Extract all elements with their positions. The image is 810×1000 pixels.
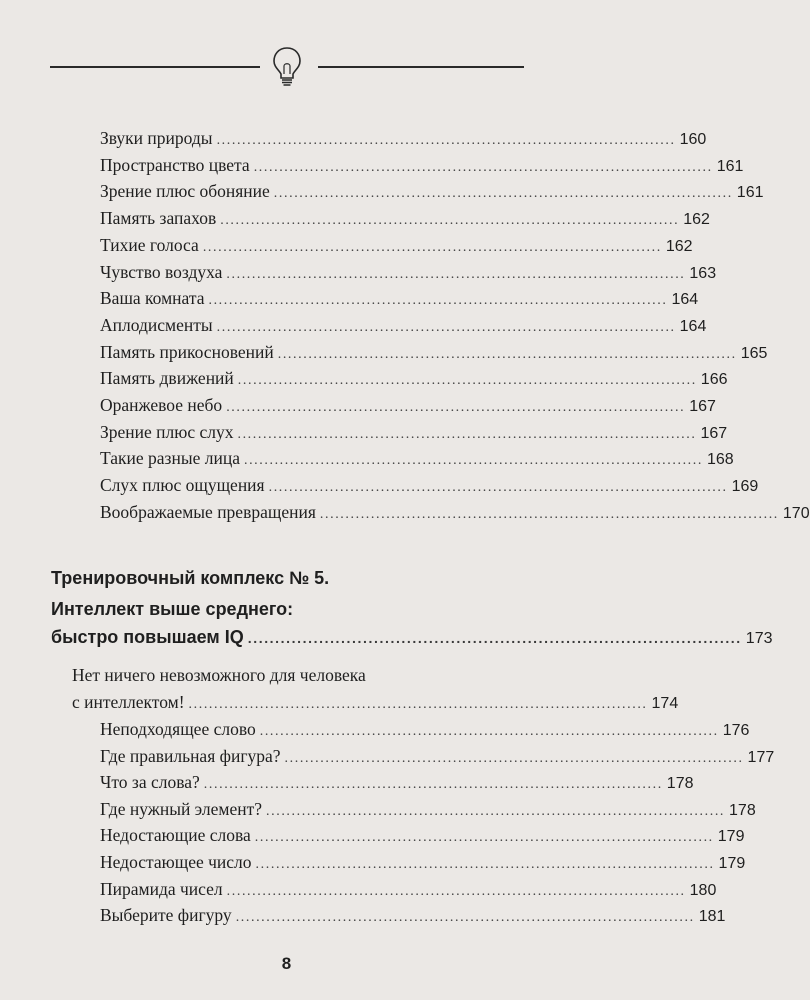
toc-entry [100,180,764,205]
toc-entry-title: Такие разные лица [100,448,240,469]
toc-entry-page-number: 178 [729,801,756,819]
toc-entry-page-number: 161 [736,184,764,202]
toc-entry [100,474,759,499]
header-rule-right [318,66,524,68]
toc-entry [100,261,717,286]
dot-leader: .......................................................................................... [226,883,686,899]
toc-entry [100,207,710,232]
toc-entry [100,234,693,259]
toc-entry-title: Зрение плюс слух [100,421,234,442]
dot-leader: .......................................................................................... [237,426,697,442]
dot-leader: .......................................................................................... [255,857,715,872]
dot-leader: .......................................................................................... [268,480,728,496]
dot-leader: .......................................................................................... [226,266,686,282]
toc-entry [100,287,699,312]
dot-leader: .......................................................................................... [226,400,686,415]
toc-entry-title: Ваша комната [100,288,205,309]
toc-entry-title: Слух плюс ощущения [100,475,265,496]
lightbulb-icon [270,44,304,88]
toc-entry [100,314,707,339]
dot-leader: .......................................................................................... [216,133,676,148]
toc-entry [100,718,750,743]
toc-entry-page-number: 168 [706,451,734,469]
toc-entry-title: Зрение плюс обоняние [100,181,270,202]
toc-entry-title: Чувство воздуха [100,261,223,282]
toc-entry-title: Звуки природы [100,128,213,148]
toc-entry-page-number: 170 [782,504,810,522]
toc-entry-page-number: 161 [716,157,744,175]
toc-entry [100,341,768,366]
toc-entry-title: Память движений [100,368,234,389]
toc-entry [100,447,734,472]
dot-leader: .......................................................................................... [235,910,695,926]
dot-leader: .......................................................................................... [266,803,726,819]
dot-leader: .......................................................................................... [220,213,680,229]
dot-leader: .......................................................................................... [253,159,713,175]
subsection-page-number: 174 [651,695,679,712]
subsection-title-line1: Нет ничего невозможного для человека [72,665,366,685]
subsection-title-line2 [72,691,679,716]
toc-entry-title: Оранжевое небо [100,395,223,415]
header-rule-left [50,66,260,68]
dot-leader: .......................................................................................... [243,453,703,469]
toc-entry-page-number: 176 [722,722,750,739]
toc-entry [100,771,694,796]
toc-entry-title: Тихие голоса [100,234,199,255]
dot-leader: .......................................................................................... [247,630,742,646]
toc-entry-title: Память прикосновений [100,341,274,362]
toc-entry [100,127,707,152]
toc-entry-page-number: 169 [731,478,759,496]
toc-entry [100,851,746,876]
toc-entry-title: Что за слова? [100,772,200,793]
section-title-text: быстро повышаем IQ [51,627,244,647]
section-title-line2: Интеллект выше среднего: [51,599,294,619]
section-title-line1: Тренировочный комплекс № 5. [51,568,330,588]
toc-entry [100,745,775,770]
dot-leader: .......................................................................................... [254,830,714,846]
toc-entry-page-number: 164 [679,317,707,335]
toc-entry [100,798,756,823]
toc-entry [100,394,716,419]
dot-leader: .......................................................................................... [284,750,744,766]
toc-entry-page-number: 178 [666,775,694,793]
dot-leader: .......................................................................................... [273,186,733,202]
page-number: 8 [281,954,292,973]
toc-entry-page-number: 162 [683,211,710,229]
toc-entry-page-number: 177 [747,748,775,766]
toc-entry [100,501,810,526]
toc-entry-page-number: 179 [717,828,745,846]
toc-entry-title: Где нужный элемент? [100,798,263,819]
toc-entry-page-number: 181 [698,908,726,926]
toc-entry [100,154,744,179]
toc-entry [100,367,728,392]
dot-leader: .......................................................................................... [237,373,697,389]
dot-leader: .......................................................................................... [277,346,737,362]
toc-entry-title: Память запахов [100,208,217,229]
dot-leader: .......................................................................................... [202,239,662,255]
toc-entry-title: Неподходящее слово [100,719,256,739]
dot-leader: .......................................................................................... [259,724,719,739]
toc-entry-title: Пирамида чисел [100,878,223,899]
dot-leader: .......................................................................................... [208,293,668,309]
toc-entry-title: Где правильная фигура? [100,745,281,766]
subsection-title-text: с интеллектом! [72,692,185,712]
toc-entry [100,421,728,446]
toc-entry-page-number: 166 [700,371,728,389]
toc-entry-page-number: 165 [740,344,768,362]
section-page-number: 173 [745,630,773,647]
toc-entry-page-number: 162 [665,237,693,255]
toc-entry [100,904,726,929]
toc-entry [100,824,745,849]
toc-entry-title: Недостающее число [100,852,252,872]
toc-entry-title: Выберите фигуру [100,905,232,926]
toc-entry-title: Пространство цвета [100,154,250,175]
section-title-line3 [51,626,773,650]
toc-entry-page-number: 160 [679,131,707,148]
toc-entry-title: Аплодисменты [100,314,213,335]
dot-leader: .......................................................................................... [203,777,663,793]
toc-entry-page-number: 167 [700,424,728,442]
dot-leader: .......................................................................................... [216,319,676,335]
toc-entry-title: Воображаемые превращения [100,501,316,522]
dot-leader: .......................................................................................... [319,506,779,522]
toc-entry-page-number: 179 [718,855,746,872]
toc-entry-page-number: 163 [689,264,717,282]
toc-entry-title: Недостающие слова [100,825,251,846]
toc-entry-page-number: 164 [671,291,699,309]
dot-leader: .......................................................................................... [188,697,648,712]
toc-entry-page-number: 180 [689,881,717,899]
toc-entry-page-number: 167 [689,398,716,415]
toc-entry [100,878,717,903]
